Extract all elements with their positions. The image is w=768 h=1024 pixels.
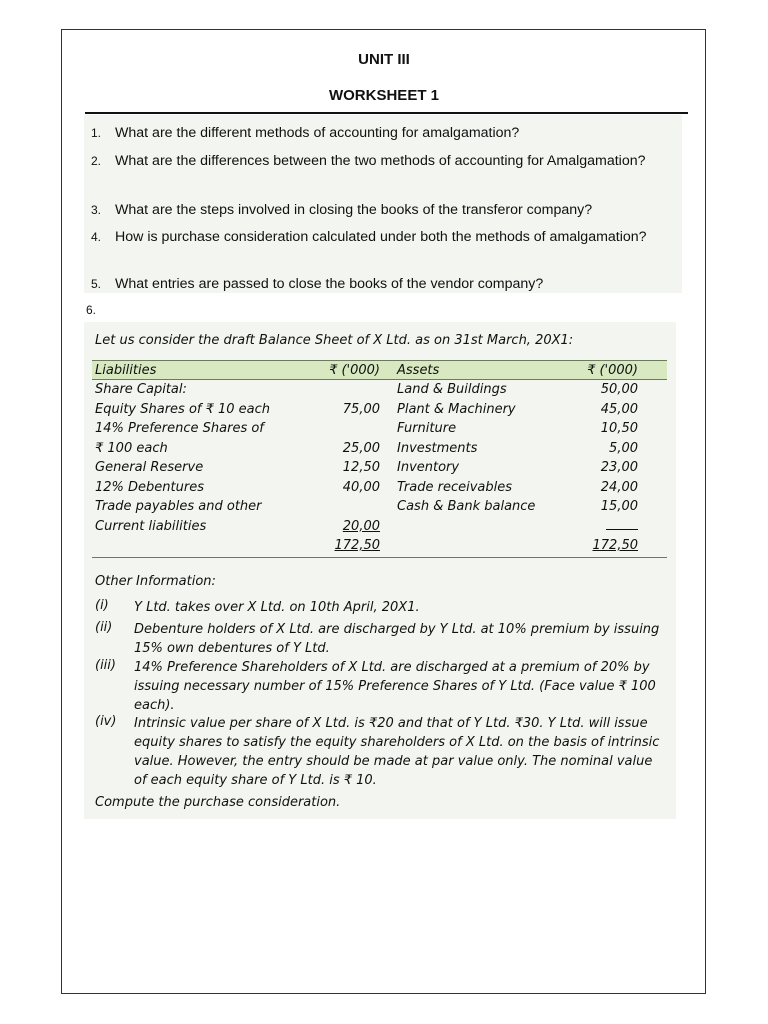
liability-amount: 12,50 [342,460,380,475]
case-study-panel [84,322,676,819]
asset-amount: 50,00 [600,382,638,397]
header-amount-assets: ₹ ('000) [587,363,638,378]
asset-amount: 45,00 [600,401,638,417]
other-info-text: Intrinsic value per share of X Ltd. is ₹20 and that of Y Ltd. ₹30. Y Ltd. will issue equity shares to satisfy the equity shareholders of X Ltd. on the basis of intrinsic value. However, the entry should be made at par value only. The nominal value of each equity share of Y Ltd. is ₹ 10. [134,716,660,788]
case-number: 6. [86,303,97,317]
question-number: 1. [91,126,102,140]
table-row [92,458,667,478]
other-info-text: Debenture holders of X Ltd. are discharged by Y Ltd. at 10% premium by issuing 15% own debentures of Y Ltd. [134,622,660,656]
liability-amount: 75,00 [342,401,380,417]
worksheet-title: WORKSHEET 1 [328,87,439,104]
question-text: How is purchase consideration calculated under both the methods of amalgamation? [115,229,647,245]
asset-name: Furniture [397,421,457,436]
liabilities-total: 172,50 [334,538,380,553]
asset-name: Land & Buildings [397,382,507,397]
title-divider [85,112,688,114]
question-number: 2. [91,154,102,168]
liability-amount: 40,00 [342,479,380,495]
compute-instruction: Compute the purchase consideration. [95,795,341,810]
table-row [92,439,667,459]
other-info-label: Other Information: [95,574,216,589]
question-number: 5. [91,277,102,291]
asset-amount: 23,00 [600,460,638,475]
question-text: What are the different methods of accounting for amalgamation? [115,125,520,141]
table-bottom-rule [92,557,667,558]
table-header-row [92,360,667,380]
asset-name: Investments [397,440,478,456]
liability-name: Trade payables and other [95,499,262,514]
asset-amount: 15,00 [600,499,638,514]
other-info-text: Y Ltd. takes over X Ltd. on 10th April, 20X1. [134,600,420,615]
table-row [92,517,667,537]
liability-name: ₹ 100 each [95,440,168,456]
liability-name: General Reserve [95,460,204,475]
asset-amount-blank [606,517,638,536]
liability-name: 14% Preference Shares of [95,421,264,436]
table-row [92,400,667,420]
header-liabilities: Liabilities [95,363,157,378]
asset-amount: 10,50 [600,421,638,436]
balance-sheet-table [92,360,667,558]
table-row [92,497,667,517]
assets-total: 172,50 [592,538,638,553]
case-intro: Let us consider the draft Balance Sheet of X Ltd. as on 31st March, 20X1: [95,333,574,348]
asset-name: Inventory [397,460,460,475]
table-row [92,380,667,400]
liability-name: Share Capital: [95,382,187,397]
header-assets: Assets [397,363,440,378]
liability-name: Equity Shares of ₹ 10 each [95,401,271,417]
question-number: 4. [91,230,102,244]
table-row [92,478,667,498]
table-total-row [92,536,667,556]
question-text: What entries are passed to close the books of the vendor company? [115,276,544,292]
liability-amount: 25,00 [342,440,380,456]
question-text: What are the steps involved in closing the books of the transferor company? [115,202,593,218]
liability-amount: 20,00 [342,518,380,534]
other-info-number: (iii) [95,658,116,673]
liability-name: Current liabilities [95,518,207,534]
question-text: What are the differences between the two methods of accounting for Amalgamation? [115,153,646,169]
question-number: 3. [91,203,102,217]
asset-amount: 5,00 [609,440,638,456]
unit-title: UNIT III [358,51,410,68]
asset-name: Plant & Machinery [397,401,516,417]
liability-name: 12% Debentures [95,479,204,495]
asset-name: Cash & Bank balance [397,499,536,514]
questions-list [84,115,682,293]
table-row [92,419,667,439]
other-info-number: (ii) [95,620,113,635]
header-amount-liabilities: ₹ ('000) [329,363,380,378]
other-info-text: 14% Preference Shareholders of X Ltd. are discharged at a premium of 20% by issuing necessary number of 15% Preference Shares of Y Ltd. (Face value ₹ 100 each). [134,660,656,713]
other-info-number: (iv) [95,714,117,729]
asset-name: Trade receivables [397,479,513,495]
other-info-number: (i) [95,598,109,613]
asset-amount: 24,00 [600,479,638,495]
